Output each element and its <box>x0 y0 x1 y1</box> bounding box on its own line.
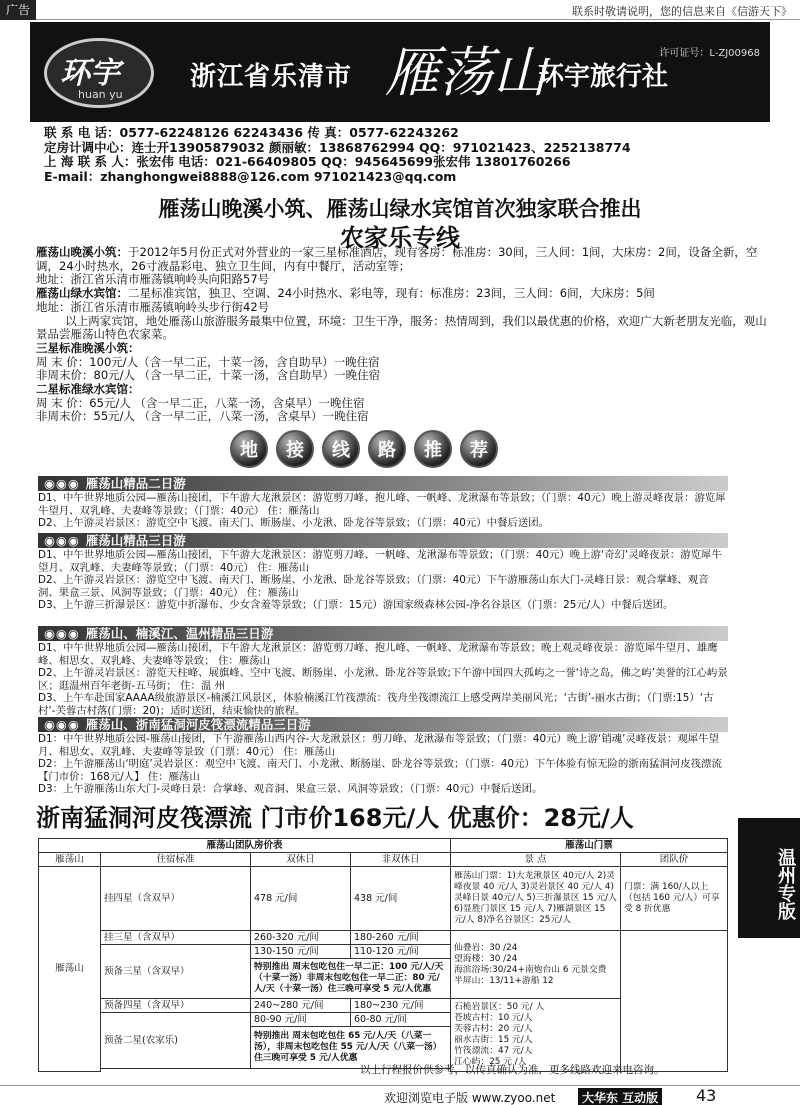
heading-ball: 荐 <box>460 430 498 468</box>
license-number: 许可证号：L-ZJ00968 <box>659 48 760 59</box>
contact-line: E-mail：zhanghongwei8888@126.com 971021423@qq.com <box>44 168 457 184</box>
contact-line: 定房计调中心：连士开13905879032 颜丽敏：13868762994 QQ：971021423、2252138774 <box>44 139 631 155</box>
route-line: D1、中午世界地质公园—雁荡山接团，下午游大龙湫景区：游览剪刀峰、抱儿峰、一帆峰、龙湫瀑布等景致；晚上观灵峰夜景：游览犀牛望月、雄鹰峰、相思女、双乳峰、夫妻峰等景致； 住：雁荡山 <box>38 642 718 667</box>
spot-cell: 雁荡山门票：1)大龙湫景区 40元/人 2)灵峰夜景 40 元/人 3)灵岩景区 40 元/人 4)灵峰日景 40元/人 5)三折瀑景区 15 元/人 6)显胜门景区 15 元/人 7)雁湖景区 15 元/人 8)净名谷景区：25元/人 <box>451 867 621 931</box>
contact-line: 上 海 联 系 人：张宏伟 电话：021-66409805 QQ：945645699张宏伟 13801760266 <box>44 154 571 169</box>
route-title-bar: ◉◉◉ 雁荡山精品二日游 <box>38 476 728 491</box>
col-std: 住宿标准 <box>101 853 251 867</box>
contact-line: 联 系 电 话：0577-62248126 62243436 传 真：0577-62243262 <box>44 125 459 140</box>
headline-sub: 农家乐专线 <box>340 223 460 252</box>
intro-block <box>36 246 768 424</box>
ground-routes-heading <box>230 430 498 468</box>
table-cell: 260-320 元/间 <box>251 931 351 945</box>
heading-ball: 路 <box>368 430 406 468</box>
route-body <box>38 492 728 530</box>
table-cell: 438 元/间 <box>351 867 451 931</box>
intro-line: 周 末 价：65元/人 （含一早二正，八菜一汤，含桌早）一晚住宿 <box>36 395 365 410</box>
bullet-dots-icon: ◉◉◉ <box>44 626 80 641</box>
bottom-brand: 大华东 互动版 <box>578 1088 662 1105</box>
group-cell: 门票：满 160/人以上（包括 160 元/人）可享受 8 折优惠 <box>621 867 728 931</box>
route-line: D2、上午游灵岩景区：游览空中飞渡、南天门、断肠崖、小龙湫、卧龙谷等景致；（门票：40元）下午游雁荡山东大门-灵峰日景：观合掌峰、观音洞、果盒三景、风洞等景致；（门票：40元） 住：雁荡山 <box>38 574 709 599</box>
table-header-hotel: 雁荡山团队房价表 <box>39 839 451 853</box>
route-line: D3、上午车赴国家AAAA级旅游景区-楠溪江风景区，体验楠溪江竹筏漂流：筏舟坐筏漂流江上感受两岸美丽风光；‘古街’-丽水古街；（门票:15）‘古村’-芙蓉古村落(门票：20)；适时送团，结束愉快的旅程。 <box>38 692 714 717</box>
intro-line: 雁荡山晚溪小筑：于2012年5月份正式对外营业的一家三星标准酒店，现有客房：标准房：30间，三人间：1间，大床房：2间，设备全新，空调，24小时热水，26寸液晶彩电、独立卫生间，内有中餐厅，活动室等； <box>36 245 758 273</box>
top-note: 联系时敬请说明，您的信息来自《信游天下》 <box>572 5 792 18</box>
top-bar <box>0 0 800 20</box>
col-weekend: 双休日 <box>251 853 351 867</box>
bottom-bar <box>0 1085 800 1105</box>
area-cell: 雁荡山 <box>39 867 101 1072</box>
route-title-bar: ◉◉◉ 雁荡山、楠溪江、温州精品三日游 <box>38 626 728 641</box>
table-cell: 预备四星（含双早） <box>101 999 251 1013</box>
banner <box>30 22 770 122</box>
intro-line: 周 末 价：100元/人（含一早二正，十菜一汤，含自助早）一晚住宿 <box>36 354 380 369</box>
route-body <box>38 642 728 718</box>
table-cell: 预备二星(农家乐) <box>101 1013 251 1069</box>
intro-line: 非周末价：55元/人 （含一早二正，八菜一汤，含桌早）一晚住宿 <box>36 409 369 424</box>
intro-line: 以上两家宾馆，地处雁荡山旅游服务最集中位置，环境：卫生干净，服务：热情周到，我们以最优惠的价格，欢迎广大新老朋友光临，观山景品尝雁荡山特色农家菜。 <box>36 313 767 342</box>
intro-line: 二星标准绿水宾馆： <box>36 382 140 397</box>
ad-tag: 广告 <box>0 0 36 20</box>
bottom-url: 欢迎浏览电子版 www.zyoo.net <box>384 1091 556 1105</box>
logo-subtext: huan yu <box>78 88 123 101</box>
price-table <box>38 838 728 1072</box>
table-cell: 预备三星（含双早） <box>101 945 251 999</box>
col-group: 团队价 <box>621 853 728 867</box>
banner-title-suffix: 环宇旅行社 <box>538 62 669 92</box>
heading-ball: 地 <box>230 430 268 468</box>
table-cell: 80-90 元/间 <box>251 1013 351 1027</box>
spot-cell: 仙叠岩：30 /24 望海楼：30 /24 海滨浴场:30/24+南炮台山 6 元景交费 半屏山：13/11+游船 12 <box>451 931 621 999</box>
route-line: D1、中午世界地质公园—雁荡山接团，下午游大龙湫景区：游览剪刀峰、一帆峰、龙湫瀑布等景致；（门票：40元）晚上游‘奇幻’灵峰夜景：游览犀牛望月、双乳峰、夫妻峰等景致；（门票：40元） 住：雁荡山 <box>38 549 722 574</box>
intro-line: 地址：浙江省乐清市雁荡镇响岭头步行街42号 <box>36 299 270 314</box>
page-number: 43 <box>696 1086 717 1105</box>
table-cell: 挂四星（含双早） <box>101 867 251 931</box>
route-line: D2、上午游灵岩景区：游览空中飞渡、南天门、断肠崖、小龙湫、卧龙谷等景致；（门票：40元）中餐后送团。 <box>38 517 549 530</box>
heading-ball: 推 <box>414 430 452 468</box>
spot-cell: 石桅岩景区：50 元/ 人 苍坡古村：10 元/人 芙蓉古村：20 元/人 丽水古街：15 元/人 竹筏漂流：47 元/人 江心屿：25 元 /人 <box>451 999 621 1072</box>
table-cell: 240~280 元/间 <box>251 999 351 1013</box>
col-weekday: 非双休日 <box>351 853 451 867</box>
col-spot: 景 点 <box>451 853 621 867</box>
logo-text: 环宇 <box>60 56 120 91</box>
intro-line: 三星标准晚溪小筑： <box>36 340 140 355</box>
table-cell: 110-120 元/间 <box>351 945 451 959</box>
table-header-ticket: 雁荡山门票 <box>451 839 728 853</box>
special-offer: 特别推出 周末包吃包住一早二正：100 元/人/天（十菜一汤）非周末包吃包住一早二正：80 元/人/天（十菜一汤）住三晚可享受 5 元/人优惠 <box>251 959 451 999</box>
table-cell-empty <box>621 931 728 1072</box>
heading-ball: 接 <box>276 430 314 468</box>
table-cell: 60-80 元/间 <box>351 1013 451 1027</box>
headline-main: 雁荡山晚溪小筑、雁荡山绿水宾馆首次独家联合推出 <box>158 196 642 221</box>
bullet-dots-icon: ◉◉◉ <box>44 717 80 732</box>
route-title-bar: ◉◉◉ 雁荡山精品三日游 <box>38 533 728 548</box>
route-line: D1、中午世界地质公园—雁荡山接团，下午游大龙湫景区：游览剪刀峰、抱儿峰、一帆峰、龙湫瀑布等景致；（门票：40元）晚上游灵峰夜景：游览犀牛望月、双乳峰、夫妻峰等景致；（门票：40元） 住：雁荡山 <box>38 492 726 517</box>
route-title-bar: ◉◉◉ 雁荡山、浙南猛洞河皮筏漂流精品三日游 <box>38 717 728 732</box>
bullet-dots-icon: ◉◉◉ <box>44 476 80 491</box>
route-line: D2：上午游雁荡山‘明庭’灵岩景区：观空中飞渡、南天门、小龙湫、断肠崖、卧龙谷等景致；（门票：40元）下午体验有惊无险的浙南猛洞河皮筏漂流【门市价：168元/人】 住：雁荡山 <box>38 758 722 783</box>
bullet-dots-icon: ◉◉◉ <box>44 533 80 548</box>
route-body <box>38 733 728 796</box>
intro-line: 地址：浙江省乐清市雁荡镇响岭头向阳路57号 <box>36 272 270 287</box>
contact-block <box>44 126 764 184</box>
table-cell: 挂三星（含双早） <box>101 931 251 945</box>
route-line: D1：中午世界地质公园-雁荡山接团，下午游雁荡山西内谷-大龙湫景区：剪刀峰、龙湫瀑布等景致；（门票：40元）晚上游‘销魂’灵峰夜景：观犀牛望月、相思女、双乳峰、夫妻峰等景致（门票：40元） 住：雁荡山 <box>38 733 719 758</box>
table-cell: 130-150 元/间 <box>251 945 351 959</box>
table-cell: 478 元/间 <box>251 867 351 931</box>
special-offer: 特别推出 周末包吃包住 65 元/人/天（八菜一汤），非周末包吃包住 55 元/人/天（八菜一汤）住三晚可享受 5 元/人优惠 <box>251 1027 451 1069</box>
table-cell: 180~230 元/间 <box>351 999 451 1013</box>
banner-title-calligraphy: 雁荡山 <box>385 41 547 104</box>
col-area: 雁荡山 <box>39 853 101 867</box>
footnote: 以上行程报价供参考，以传真确认为准，更多线路欢迎来电咨询。 <box>360 1064 665 1076</box>
route-line: D2、上午游灵岩景区：游览天柱峰、展旗峰、空中飞渡、断肠崖、小龙湫、卧龙谷等景致;下午游中国四大孤屿之一誉‘诗之岛，佛之屿’美誉的江心屿景区；逛温州百年老街-五马街； 住：温 州 <box>38 667 728 692</box>
route-body <box>38 549 728 612</box>
route-line: D3：上午游雁荡山东大门-灵峰日景：合掌峰、观音洞、果盒三景、风洞等景致；（门票：40元）中餐后送团。 <box>38 783 543 796</box>
route-line: D3、上午游三折瀑景区：游览中折瀑布、少女含羞等景致；（门票：15元）游国家级森林公园-净名谷景区（门票：25元/人）中餐后送团。 <box>38 599 674 612</box>
heading-ball: 线 <box>322 430 360 468</box>
intro-line: 雁荡山绿水宾馆：二星标准宾馆，独卫、空调、24小时热水、彩电等，现有：标准房：23间，三人间：6间，大床房：5间 <box>36 286 655 301</box>
side-tab: 温州专版 <box>738 818 800 938</box>
intro-line: 非周末价：80元/人 （含一早二正，十菜一汤，含自助早）一晚住宿 <box>36 368 381 383</box>
rafting-promo: 浙南猛洞河皮筏漂流 门市价168元/人 优惠价：28元/人 <box>36 804 634 832</box>
table-cell: 180-260 元/间 <box>351 931 451 945</box>
banner-title-prefix: 浙江省乐清市 <box>190 62 353 92</box>
